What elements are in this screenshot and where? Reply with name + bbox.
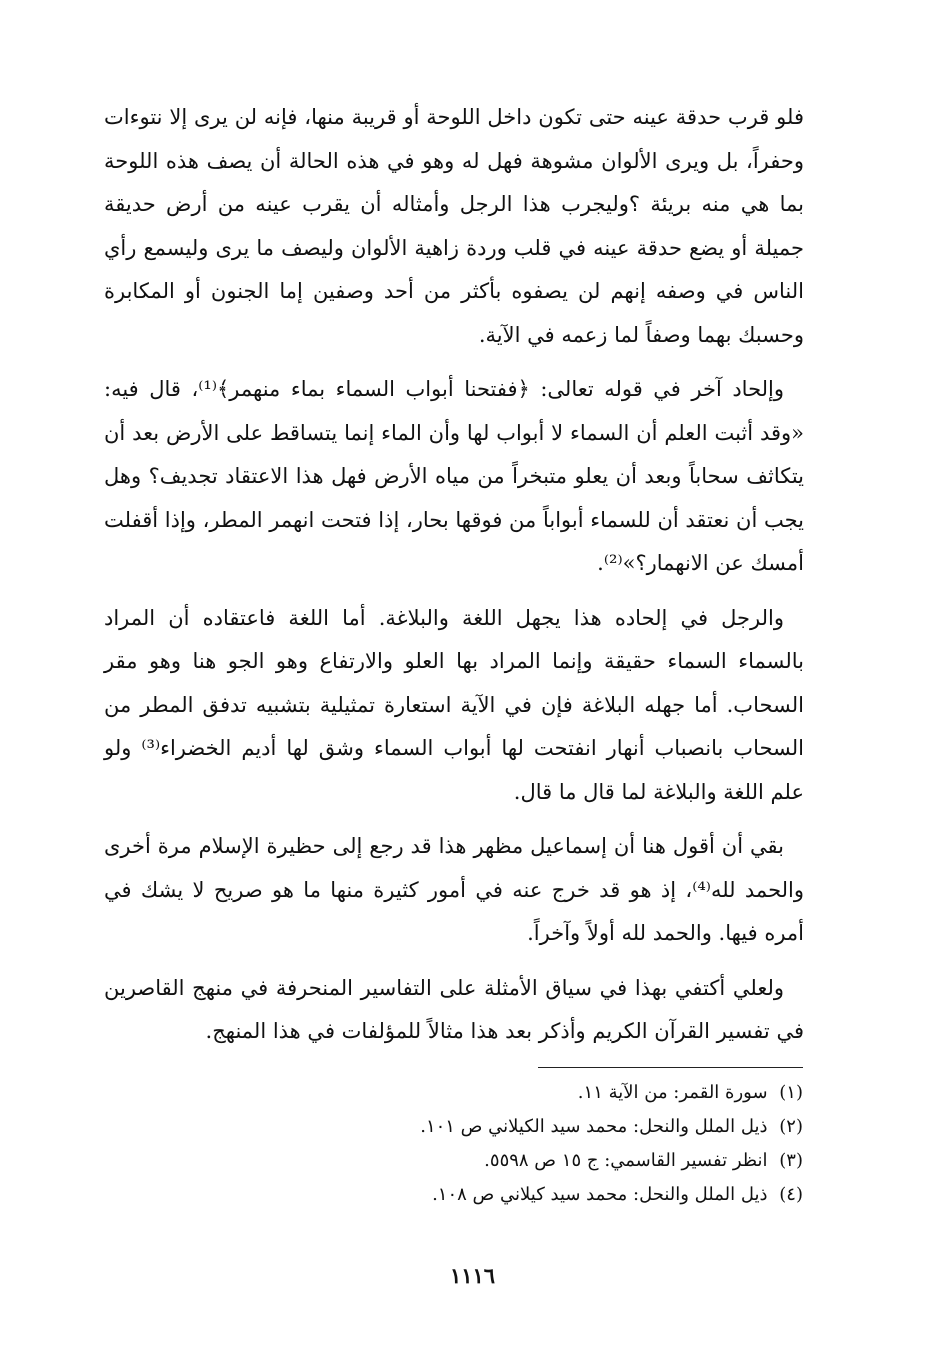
paragraph-4: بقي أن أقول هنا أن إسماعيل مظهر هذا قد رجع إلى حظيرة الإسلام مرة أخرى والحمد لله⁽⁴⁾، إذ هو قد خرج عنه في أمور كثيرة منها ما هو صريح لا يشك في أمره فيها. والحمد لله أولاً وآخراً. xyxy=(104,834,804,945)
footnote-4 xyxy=(300,1178,803,1212)
footnote-divider xyxy=(538,1067,803,1068)
footnote-text: ذيل الملل والنحل: محمد سيد كيلاني ص ١٠٨. xyxy=(432,1184,768,1205)
body-text xyxy=(104,96,804,1065)
paragraph-5: ولعلي أكتفي بهذا في سياق الأمثلة على التفاسير المنحرفة في منهج القاصرين في تفسير القرآن الكريم وأذكر بعد هذا مثالاً للمؤلفات في هذا المنهج. xyxy=(104,975,804,1043)
footnote-3 xyxy=(300,1144,803,1178)
page-number: ١١١٦ xyxy=(449,1263,496,1288)
footnote-number: (٢) xyxy=(779,1116,803,1137)
footnotes-section xyxy=(300,1076,803,1212)
footnote-text: سورة القمر: من الآية ١١. xyxy=(577,1082,768,1103)
paragraph-3: والرجل في إلحاده هذا يجهل اللغة والبلاغة. أما اللغة فاعتقاده أن المراد بالسماء السماء حقيقة وإنما المراد بها العلو والارتفاع وهو الجو هنا وهو مقر السحاب. أما جهله البلاغة فإن في الآية استعارة تمثيلية بتشبيه تدفق المطر من السحاب بانصباب أنهار انفتحت لها أبواب السماء وشق لها أديم الخضراء⁽³⁾ ولو علم اللغة والبلاغة لما قال ما قال. xyxy=(104,605,804,804)
footnote-text: انظر تفسير القاسمي: ج ١٥ ص ٥٥٩٨. xyxy=(484,1150,768,1171)
footnote-text: ذيل الملل والنحل: محمد سيد الكيلاني ص ١٠١. xyxy=(420,1116,768,1137)
footnote-2 xyxy=(300,1110,803,1144)
footnote-number: (١) xyxy=(779,1082,803,1103)
paragraph-1: فلو قرب حدقة عينه حتى تكون داخل اللوحة أو قريبة منها، فإنه لن يرى إلا نتوءات وحفراً، بل ويرى الألوان مشوهة فهل له وهو في هذه الحالة أن يصف هذه اللوحة بما هي منه بريئة ؟وليجرب هذا الرجل وأمثاله أن يقرب عينه من أرض حديقة جميلة أو يضع حدقة عينه في قلب وردة زاهية الألوان وليصف ما يرى وليسمع رأي الناس في وصفه إنهم لن يصفوه بأكثر من أحد وصفين إما الجنون أو المكابرة وحسبك بهما وصفاً لما زعمه في الآية. xyxy=(104,105,804,347)
footnote-number: (٤) xyxy=(779,1184,803,1205)
footnote-number: (٣) xyxy=(779,1150,803,1171)
paragraph-2: وإلحاد آخر في قوله تعالى: ﴿ففتحنا أبواب السماء بماء منهمر﴾⁽¹⁾، قال فيه: «وقد أثبت العلم أن السماء لا أبواب لها وأن الماء إنما يتساقط على الأرض بعد أن يتكاثف سحاباً وبعد أن يعلو متبخراً من مياه الأرض فهل هذا الاعتقاد تجديف؟ وهل يجب أن نعتقد أن للسماء أبواباً من فوقها بحار، إذا فتحت انهمر المطر، وإذا أقفلت أمسك عن الانهمار؟»⁽²⁾. xyxy=(104,377,804,575)
footnote-1 xyxy=(300,1076,803,1110)
